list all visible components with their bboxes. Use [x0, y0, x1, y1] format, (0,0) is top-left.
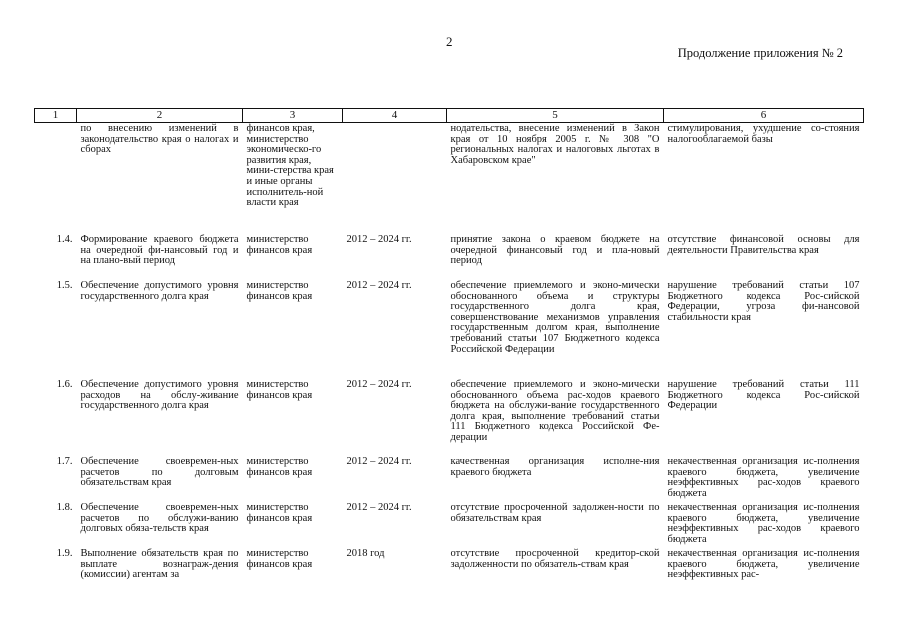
executor: министерство финансов края — [246, 280, 313, 302]
column-header: 6 — [664, 109, 864, 123]
executor: министерство финансов края — [246, 502, 313, 524]
page-number: 2 — [446, 34, 453, 49]
period — [343, 123, 447, 236]
period: 2018 год — [346, 548, 385, 559]
column-header: 1 — [35, 109, 77, 123]
period: 2012 – 2024 гг. — [346, 234, 412, 245]
table-row — [35, 123, 864, 236]
consequences: некачественная организация ис-полнения краевого бюджета, увеличение неэффективных рас-ходов краевого бюджета — [667, 502, 860, 545]
period: 2012 – 2024 гг. — [346, 280, 412, 291]
column-header: 5 — [447, 109, 664, 123]
executor: министерство финансов края — [246, 234, 313, 256]
measure-name: Обеспечение своевремен-ных расчетов по обслужи-ванию долговых обяза-тельств края — [80, 502, 239, 535]
table-row — [35, 503, 864, 549]
executor: министерство финансов края — [246, 456, 313, 478]
table-row — [35, 281, 864, 380]
executor: министерство финансов края — [246, 379, 313, 401]
column-header: 3 — [243, 109, 343, 123]
row-number — [35, 123, 77, 236]
period: 2012 – 2024 гг. — [346, 379, 412, 390]
expected-result: обеспечение приемлемого и эконо-мически обоснованного объема рас-ходов краевого бюджета на обслужи-вание государственного долга края, выполнение требований статьи 111 Бюджетного кодекса Российской Фе-дерации — [450, 379, 660, 443]
measure-name: Выполнение обязательств края по выплате вознаграж-дения (комиссии) агентам за — [80, 548, 239, 581]
measure-name: по внесению изменений в законодательство края о налогах и сборах — [80, 123, 239, 156]
continuation-label: Продолжение приложения № 2 — [677, 46, 843, 60]
period: 2012 – 2024 гг. — [346, 456, 412, 467]
expected-result: обеспечение приемлемого и эконо-мически обоснованного объема и структуры государственного долга края, совершенствование механизмов управления государственным долгом края, выполнение требований статьи 107 Бюджетного кодекса Российской Федерации — [450, 280, 660, 355]
expected-result: принятие закона о краевом бюджете на очередной финансовый год и пла-новый период — [450, 234, 660, 267]
column-header: 2 — [77, 109, 243, 123]
table-row — [35, 380, 864, 457]
executor: министерство финансов края — [246, 548, 313, 570]
row-number: 1.6. — [56, 379, 73, 390]
expected-result: нодательства, внесение изменений в Закон края от 10 ноября 2005 г. № 308 "О региональных налогах и налоговых льготах в Хабаровском крае" — [450, 123, 660, 166]
table-row — [35, 235, 864, 281]
expected-result: отсутствие просроченной кредитор-ской задолженности по обязатель-ствам края — [450, 548, 660, 570]
measure-name: Формирование краевого бюджета на очередной фи-нансовый год и на плано-вый период — [80, 234, 239, 267]
consequences: отсутствие финансовой основы для деятельности Правительства края — [667, 234, 860, 256]
measure-name: Обеспечение допустимого уровня расходов на обслу-живание государственного долга края — [80, 379, 239, 412]
measure-name: Обеспечение своевремен-ных расчетов по долговым обязательствам края — [80, 456, 239, 489]
consequences: нарушение требований статьи 107 Бюджетного кодекса Рос-сийской Федерации, угроза фи-нансовой стабильности края — [667, 280, 860, 323]
row-number: 1.4. — [56, 234, 73, 245]
consequences: некачественная организация ис-полнения краевого бюджета, увеличение неэффективных рас-ходов краевого бюджета — [667, 456, 860, 499]
executor: финансов края, министерство экономическо-го развития края, мини-стерства края и иные органы исполнитель-ной власти края — [246, 123, 334, 209]
table-row — [35, 549, 864, 583]
period: 2012 – 2024 гг. — [346, 502, 412, 513]
row-number: 1.9. — [56, 548, 73, 559]
row-number: 1.7. — [56, 456, 73, 467]
appendix-table — [34, 108, 864, 583]
measure-name: Обеспечение допустимого уровня государственного долга края — [80, 280, 239, 302]
consequences: стимулирования, ухудшение со-стояния налогооблагаемой базы — [667, 123, 860, 145]
expected-result: отсутствие просроченной задолжен-ности по обязательствам края — [450, 502, 660, 524]
consequences: нарушение требований статьи 111 Бюджетного кодекса Рос-сийской Федерации — [667, 379, 860, 412]
row-number: 1.5. — [56, 280, 73, 291]
column-header: 4 — [343, 109, 447, 123]
table-row — [35, 457, 864, 503]
expected-result: качественная организация исполне-ния краевого бюджета — [450, 456, 660, 478]
row-number: 1.8. — [56, 502, 73, 513]
consequences: некачественная организация ис-полнения краевого бюджета, увеличение неэффективных рас- — [667, 548, 860, 581]
column-number-row — [35, 109, 864, 123]
